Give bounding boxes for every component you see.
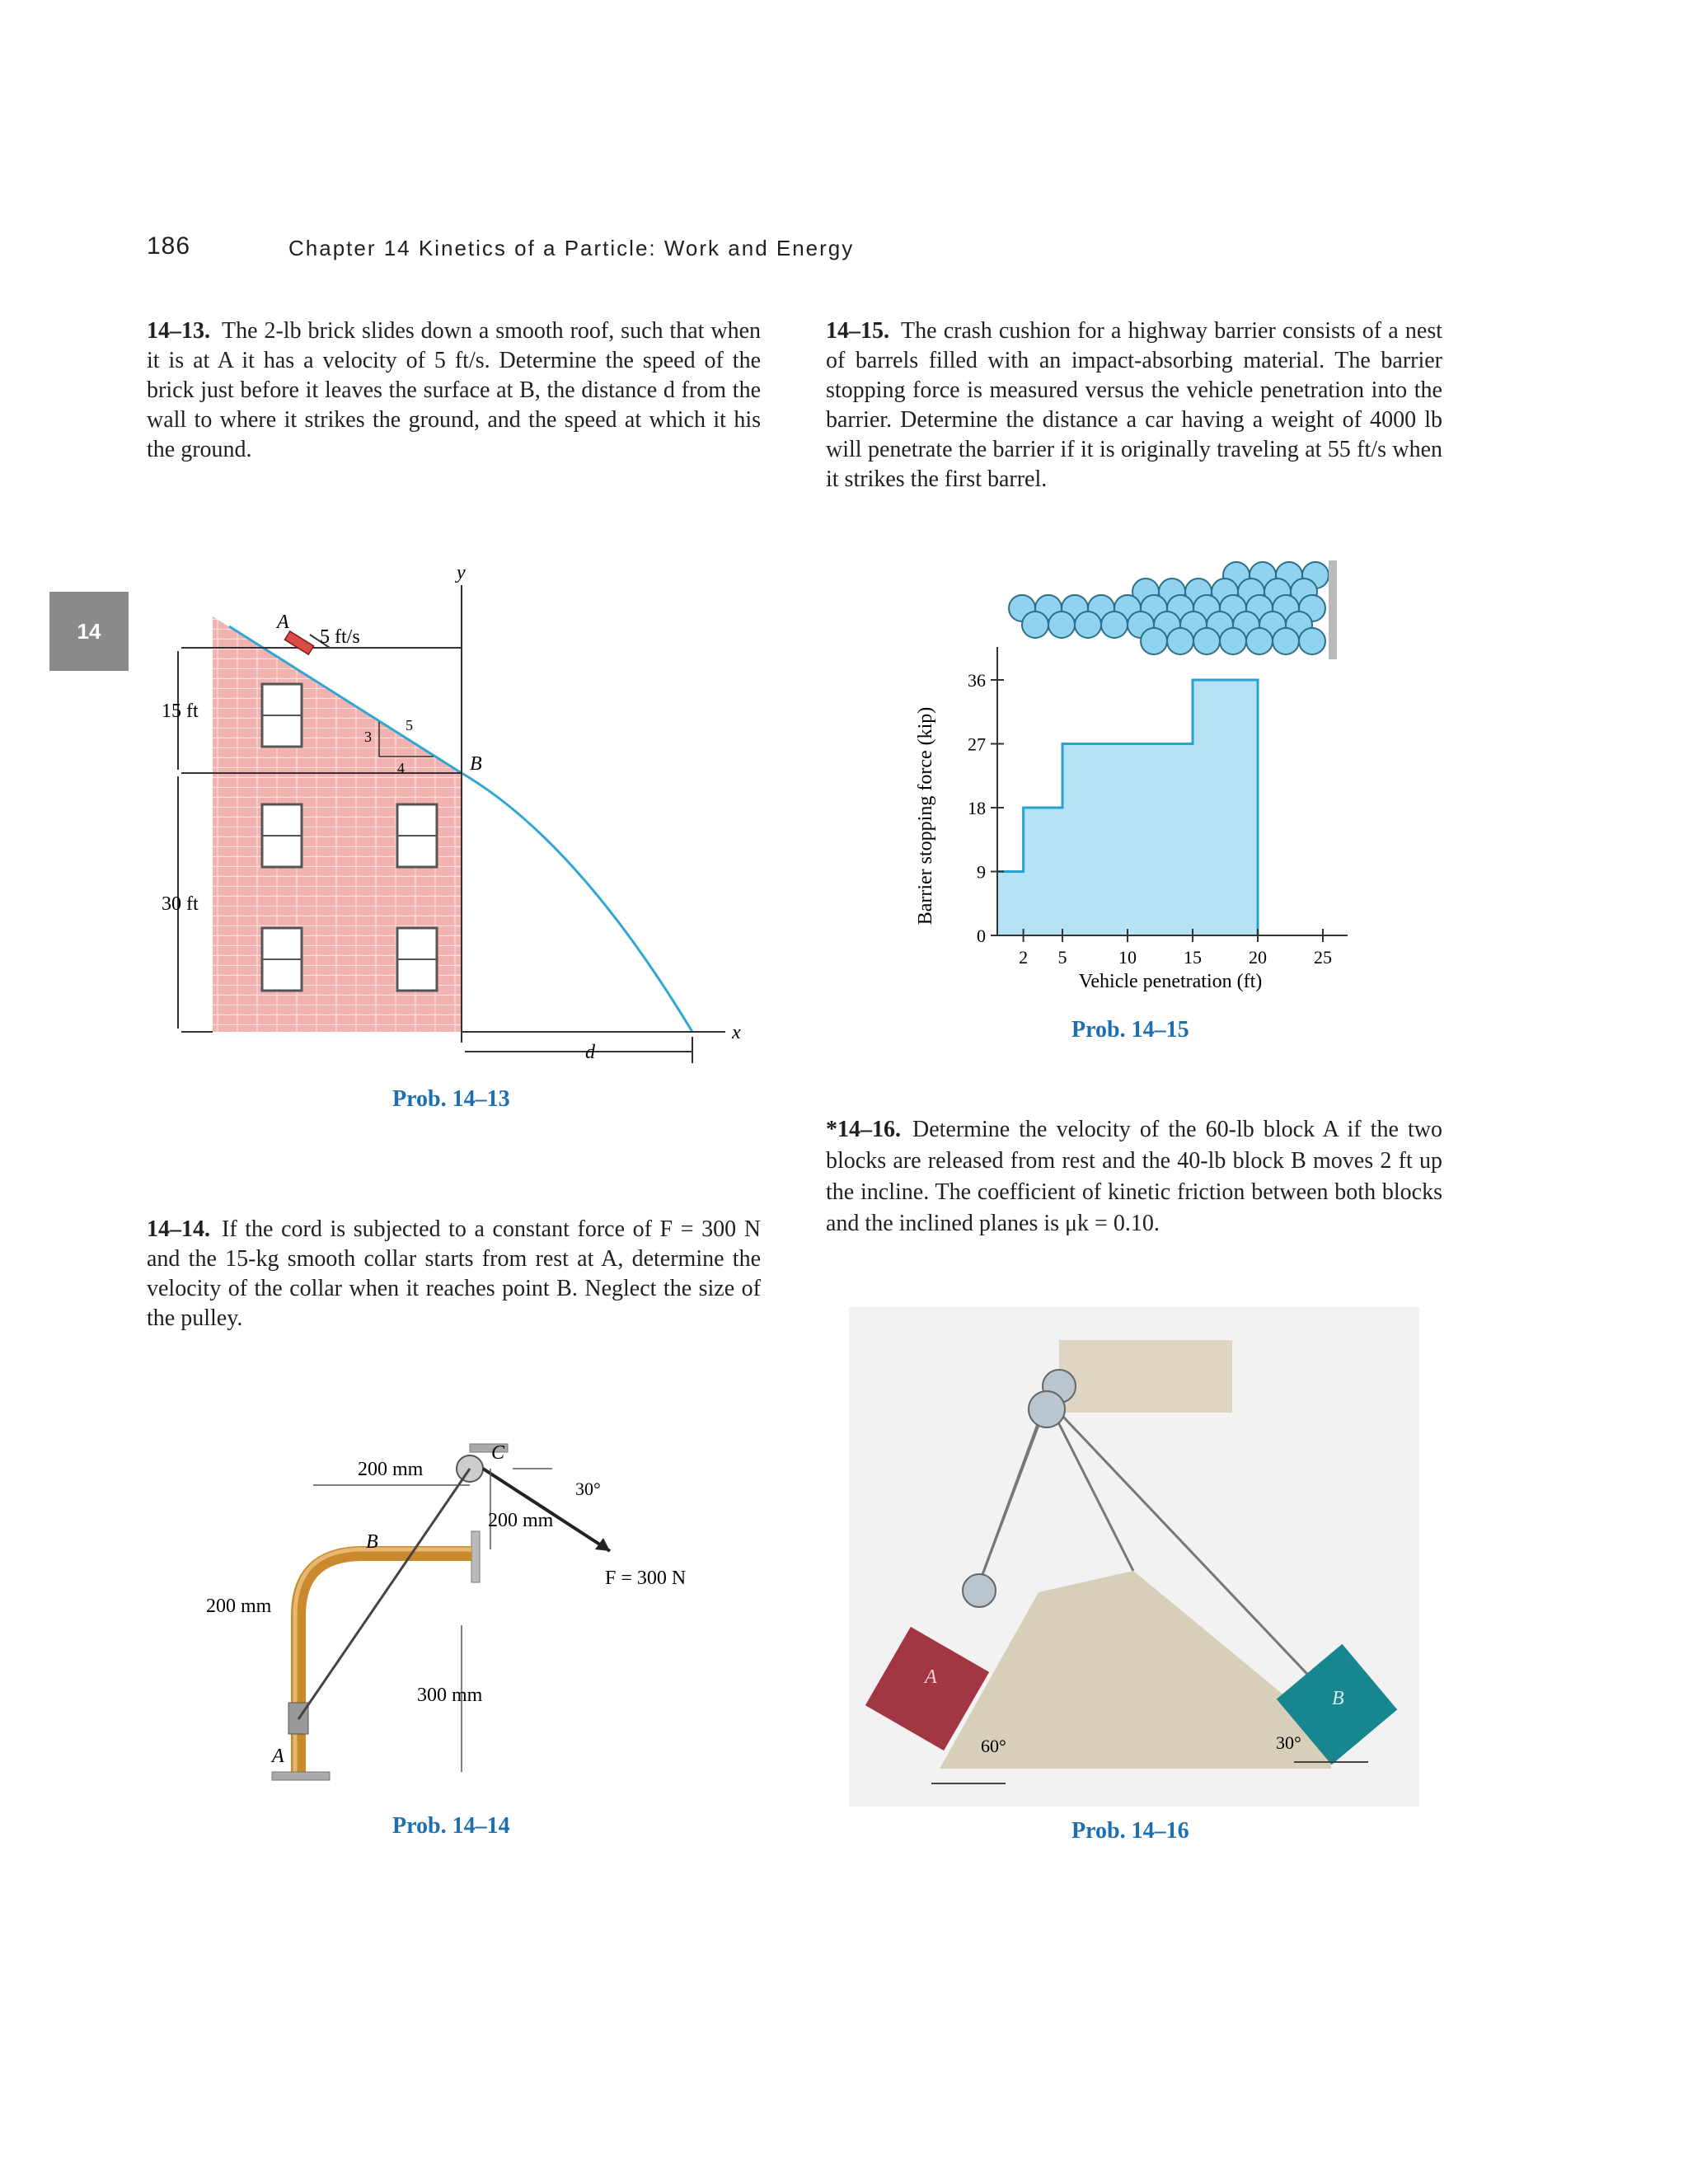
label-a: A (277, 612, 289, 633)
page-number: 186 (147, 232, 191, 260)
y-tick-label: 9 (977, 861, 986, 883)
label-15ft: 15 ft (162, 701, 199, 722)
base-plate (272, 1772, 330, 1780)
figure-caption: Prob. 14–13 (392, 1086, 510, 1112)
label-a: A (272, 1746, 284, 1767)
y-tick-label: 27 (968, 733, 986, 755)
window (262, 684, 302, 747)
brick-block (284, 631, 313, 654)
label-block-a: A (925, 1666, 937, 1688)
label-b: B (366, 1531, 378, 1553)
problem-number: 14–13. (147, 318, 210, 344)
problem-text: The crash cushion for a highway barrier consists of a nest of barrels filled with an impact-absorbing material. The barrier stopping force is measured versus the vehicle penetration into the barrier. Determine the distance a car having a weight of 4000 lb will penetrate the barrier if it is originally traveling at 55 ft/s when it strikes the first barrel. (826, 318, 1442, 492)
barrel (1273, 628, 1299, 654)
problem-text: Determine the velocity of the 60-lb block A if the two blocks are released from rest and the 40-lb block B moves 2 ft up the incline. The coefficient of kinetic friction between both blocks and the inclined planes is μk = 0.10. (826, 1117, 1442, 1236)
label-d: d (585, 1042, 595, 1063)
figure-14-13 (148, 560, 775, 1071)
y-axis-label: Barrier stopping force (kip) (915, 706, 936, 926)
barrel (1167, 628, 1193, 654)
problem-number: *14–16. (826, 1117, 901, 1142)
barrel (1141, 628, 1167, 654)
x-tick-label: 25 (1314, 947, 1332, 968)
x-tick-label: 15 (1184, 947, 1202, 968)
problem-14-15 (826, 316, 1442, 494)
figure-caption: Prob. 14–16 (1071, 1818, 1189, 1844)
label-velocity: 5 ft/s (320, 626, 360, 648)
x-tick-label: 5 (1057, 947, 1067, 968)
window (397, 928, 437, 991)
label-b: B (470, 753, 482, 775)
problem-text: If the cord is subjected to a constant force of F = 300 N and the 15-kg smooth collar starts from rest at A, determine the velocity of the collar when it reaches point B. Neglect the size of the pulley. (147, 1216, 761, 1331)
x-tick-label: 2 (1019, 947, 1029, 968)
x-tick-label: 20 (1249, 947, 1267, 968)
problem-14-16 (826, 1114, 1442, 1240)
problem-14-13 (147, 316, 761, 465)
barrier-wall (1329, 560, 1337, 659)
label-200mm-top: 200 mm (358, 1459, 424, 1480)
barrel (1299, 628, 1325, 654)
label-30ft: 30 ft (162, 893, 199, 915)
chapter-title: Chapter 14 Kinetics of a Particle: Work and Energy (288, 236, 855, 260)
barrel (1048, 612, 1075, 638)
barrel-nest (1009, 560, 1337, 659)
y-tick-label: 0 (977, 926, 986, 946)
y-tick-label: 36 (968, 670, 986, 691)
figure-caption: Prob. 14–15 (1071, 1017, 1189, 1043)
label-force: F = 300 N (605, 1568, 687, 1589)
problem-text: The 2-lb brick slides down a smooth roof, such that when it is at A it has a velocity of 5 ft/s. Determine the speed of the brick just before it leaves the surface at B, the distance d from the wall to where it strikes the ground, and the speed at which it his the ground. (147, 318, 761, 462)
pulley-wedge (1029, 1391, 1065, 1427)
x-axis-label: Vehicle penetration (ft) (1078, 971, 1263, 992)
ceiling-support (1059, 1340, 1232, 1413)
cord (298, 1469, 470, 1719)
label-angle-30: 30° (1276, 1732, 1301, 1753)
curved-rod (298, 1554, 471, 1772)
barrel (1022, 612, 1048, 638)
chapter-side-tab: 14 (49, 592, 129, 671)
pulley-block-a (963, 1574, 996, 1607)
problem-number: 14–15. (826, 318, 889, 344)
figure-caption: Prob. 14–14 (392, 1813, 510, 1839)
label-200mm-radius: 200 mm (206, 1596, 272, 1617)
barrel (1075, 612, 1101, 638)
label-angle-60: 60° (981, 1736, 1006, 1756)
curved-rod-highlight (295, 1549, 471, 1772)
window (262, 804, 302, 867)
figure-14-14 (198, 1426, 725, 1797)
figure-14-16 (849, 1307, 1419, 1807)
window (397, 804, 437, 867)
slope-label: 3 (364, 729, 372, 745)
barrel (1220, 628, 1246, 654)
slope-label: 5 (406, 717, 413, 733)
barrel (1246, 628, 1273, 654)
label-block-b: B (1332, 1688, 1344, 1709)
problem-14-14 (147, 1215, 761, 1333)
plot-area (968, 647, 1348, 968)
label-200mm-right: 200 mm (488, 1510, 554, 1531)
barrel (1193, 628, 1220, 654)
label-300mm: 300 mm (417, 1685, 483, 1706)
window (262, 928, 302, 991)
label-angle: 30° (575, 1479, 601, 1499)
problem-number: 14–14. (147, 1216, 210, 1242)
trajectory-curve (462, 773, 692, 1032)
label-x: x (732, 1022, 741, 1043)
label-y: y (457, 562, 466, 583)
wall-plate (471, 1531, 480, 1582)
figure-14-15-chart (907, 544, 1368, 1005)
y-tick-label: 18 (968, 798, 986, 818)
slope-label: 4 (397, 760, 405, 776)
x-tick-label: 10 (1118, 947, 1137, 968)
label-c: C (491, 1442, 505, 1464)
barrel (1101, 612, 1128, 638)
